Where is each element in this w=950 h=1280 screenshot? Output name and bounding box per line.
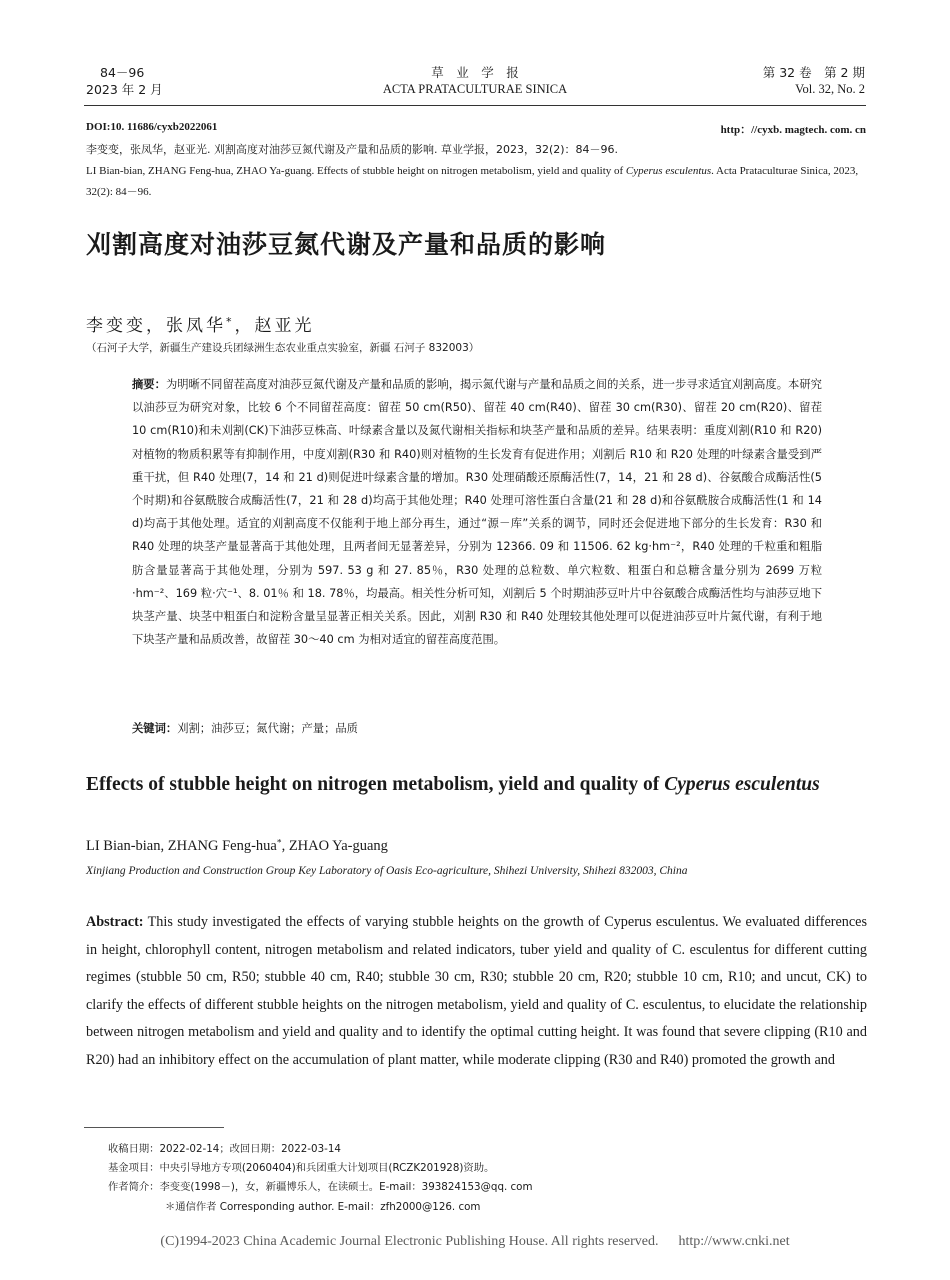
- header-divider: [84, 105, 866, 106]
- authors-cn-a: 李变变，张凤华: [86, 316, 226, 336]
- issue-date: 2023 年 2 月: [86, 82, 163, 97]
- doi-row: [86, 121, 866, 137]
- affiliation-en: Xinjiang Production and Construction Group Key Laboratory of Oasis Eco-agriculture, Shihezi University, Shihezi 832003, China: [86, 865, 688, 877]
- title-en-species: Cyperus esculentus: [664, 774, 820, 795]
- keywords-cn-label: 关键词：: [132, 722, 178, 735]
- abstract-en-label: Abstract:: [86, 914, 144, 930]
- keywords-cn-text: 刈割；油莎豆；氮代谢；产量；品质: [177, 722, 358, 735]
- footnote-fund: 基金项目：中央引导地方专项(2060404)和兵团重大计划项目(RCZK201928)资助。: [108, 1162, 495, 1175]
- cnki-link[interactable]: http://www.cnki.net: [678, 1234, 790, 1249]
- citation-en-prefix: LI Bian-bian, ZHANG Feng-hua, ZHAO Ya-guang. Effects of stubble height on nitrogen metabolism, yield and quality of: [86, 165, 626, 177]
- journal-url[interactable]: http：//cyxb. magtech. com. cn: [720, 124, 866, 136]
- authors-en-a: LI Bian-bian, ZHANG Feng-hua: [86, 838, 277, 854]
- title-en-prefix: Effects of stubble height on nitrogen metabolism, yield and quality of: [86, 774, 665, 795]
- running-header-right: [763, 64, 865, 98]
- citation-en: [86, 161, 866, 203]
- abstract-cn-text: 为明晰不同留茬高度对油莎豆氮代谢及产量和品质的影响，揭示氮代谢与产量和品质之间的关系，进一步寻求适宜刈割高度。本研究以油莎豆为研究对象，比较 6 个不同留茬高度：留茬 50 cm(R50)、留茬 40 cm(R40)、留茬 30 cm(R30)、留茬 20 cm(R20)、留茬 10 cm(R10)和未刈割(CK)下油莎豆株高、叶绿素含量以及氮代谢相关指标和块茎产量和品质的差异。结果表明：重度刈割(R10 和 R20)对植物的物质积累等有抑制作用，中度刈割(R30 和 R40)则对植物的生长发育有促进作用；刈割后 R10 和 R20 处理的叶绿素含量受到严重干扰，但 R40 处理(7，14 和 21 d)则促进叶绿素含量的增加。R30 处理硝酸还原酶活性(7，14，21 和 28 d)、谷氨酸合成酶活性(5 个时期)和谷氨酰胺合成酶活性(7，21 和 28 d)均高于其他处理；R40 处理可溶性蛋白含量(21 和 28 d)和谷氨酰胺合成酶活性(1 和 14 d)均高于其他处理。适宜的刈割高度不仅能利于地上部分再生，通过“源－库”关系的调节，同时还会促进地下部分的生长发育：R30 和 R40 处理的块茎产量显著高于其他处理，且两者间无显著差异，分别为 12366. 09 和 11506. 62 kg·hm⁻²，R40 处理的千粒重和粗脂肪含量显著高于其他处理，分别为 597. 53 g 和 27. 85％，R30 处理的总粒数、单穴粒数、粗蛋白和总糖含量分别为 2699 万粒·hm⁻²、169 粒·穴⁻¹、8. 01％ 和 18. 78％，均最高。相关性分析可知，刈割后 5 个时期油莎豆叶片中谷氨酸合成酶活性均与油莎豆地下块茎产量、块茎中粗蛋白和淀粉含量呈显著正相关关系。因此，刈割 R30 和 R40 处理较其他处理可以促进油莎豆叶片氮代谢，有利于地下块茎产量和品质改善，故留茬 30～40 cm 为相对适宜的留茬高度范围。: [132, 378, 822, 647]
- copyright-bar: [0, 1234, 950, 1250]
- authors-en-b: , ZHAO Ya-guang: [281, 838, 388, 854]
- journal-name-en: ACTA PRATACULTURAE SINICA: [382, 82, 568, 96]
- abstract-cn: [132, 373, 822, 651]
- footnote-divider: [84, 1127, 224, 1128]
- footnotes: [108, 1140, 868, 1217]
- abstract-cn-label: 摘要：: [132, 378, 166, 391]
- corresponding-mark-en: *: [276, 838, 282, 849]
- abstract-en-text: This study investigated the effects of varying stubble heights on the growth of Cyperus esculentus. We evaluated differences in height, chlorophyll content, nitrogen metabolism and related indicators, tuber yield and quality of C. esculentus for different cutting regimes (stubble 50 cm, R50; stubble 40 cm, R40; stubble 30 cm, R30; stubble 20 cm, R20; stubble 10 cm, R10; and uncut, CK) to clarify the effects of different stubble heights on the nitrogen metabolism, yield and quality of C. esculentus, to elucidate the relationship between nitrogen metabolism and yield and quality and to identify the optimal cutting height. It was found that severe clipping (R10 and R20) had an inhibitory effect on the accumulation of plant matter, while moderate clipping (R30 and R40) promoted the growth and: [86, 914, 867, 1068]
- footnote-author: 作者简介：李变变(1998－)，女，新疆博乐人，在读硕士。E-mail：393824153@qq. com: [108, 1181, 533, 1194]
- affiliation-cn: （石河子大学，新疆生产建设兵团绿洲生态农业重点实验室，新疆 石河子 832003）: [86, 342, 480, 354]
- title-en: [86, 770, 871, 799]
- authors-cn-b: ，赵亚光: [234, 316, 315, 336]
- copyright-text: (C)1994-2023 China Academic Journal Electronic Publishing House. All rights reserved.: [160, 1234, 659, 1249]
- volume-en: Vol. 32, No. 2: [795, 82, 865, 96]
- footnote-corresponding: ＊通信作者 Corresponding author. E-mail：zfh2000@126. com: [165, 1200, 481, 1213]
- journal-name-cn: 草 业 学 报: [431, 65, 519, 80]
- citation-en-species: Cyperus esculentus: [625, 165, 712, 177]
- abstract-en: [86, 909, 867, 1075]
- citation-en-suffix: . Acta Prataculturae Sinica, 2023, 32(2): 84－96.: [86, 165, 859, 198]
- authors-en: [86, 838, 388, 855]
- footnote-received: 收稿日期：2022-02-14；改回日期：2022-03-14: [108, 1143, 341, 1155]
- citation-cn: 李变变，张凤华，赵亚光. 刈割高度对油莎豆氮代谢及产量和品质的影响. 草业学报，2023，32(2)：84－96.: [86, 143, 619, 156]
- volume-cn: 第 32 卷 第 2 期: [762, 65, 865, 80]
- keywords-cn: [132, 720, 358, 736]
- corresponding-mark-cn: *: [226, 315, 235, 329]
- title-cn: 刈割高度对油莎豆氮代谢及产量和品质的影响: [86, 230, 607, 259]
- authors-cn: [86, 311, 315, 336]
- doi: DOI:10. 11686/cyxb2022061: [86, 121, 218, 133]
- page-range: 84－96: [100, 65, 145, 80]
